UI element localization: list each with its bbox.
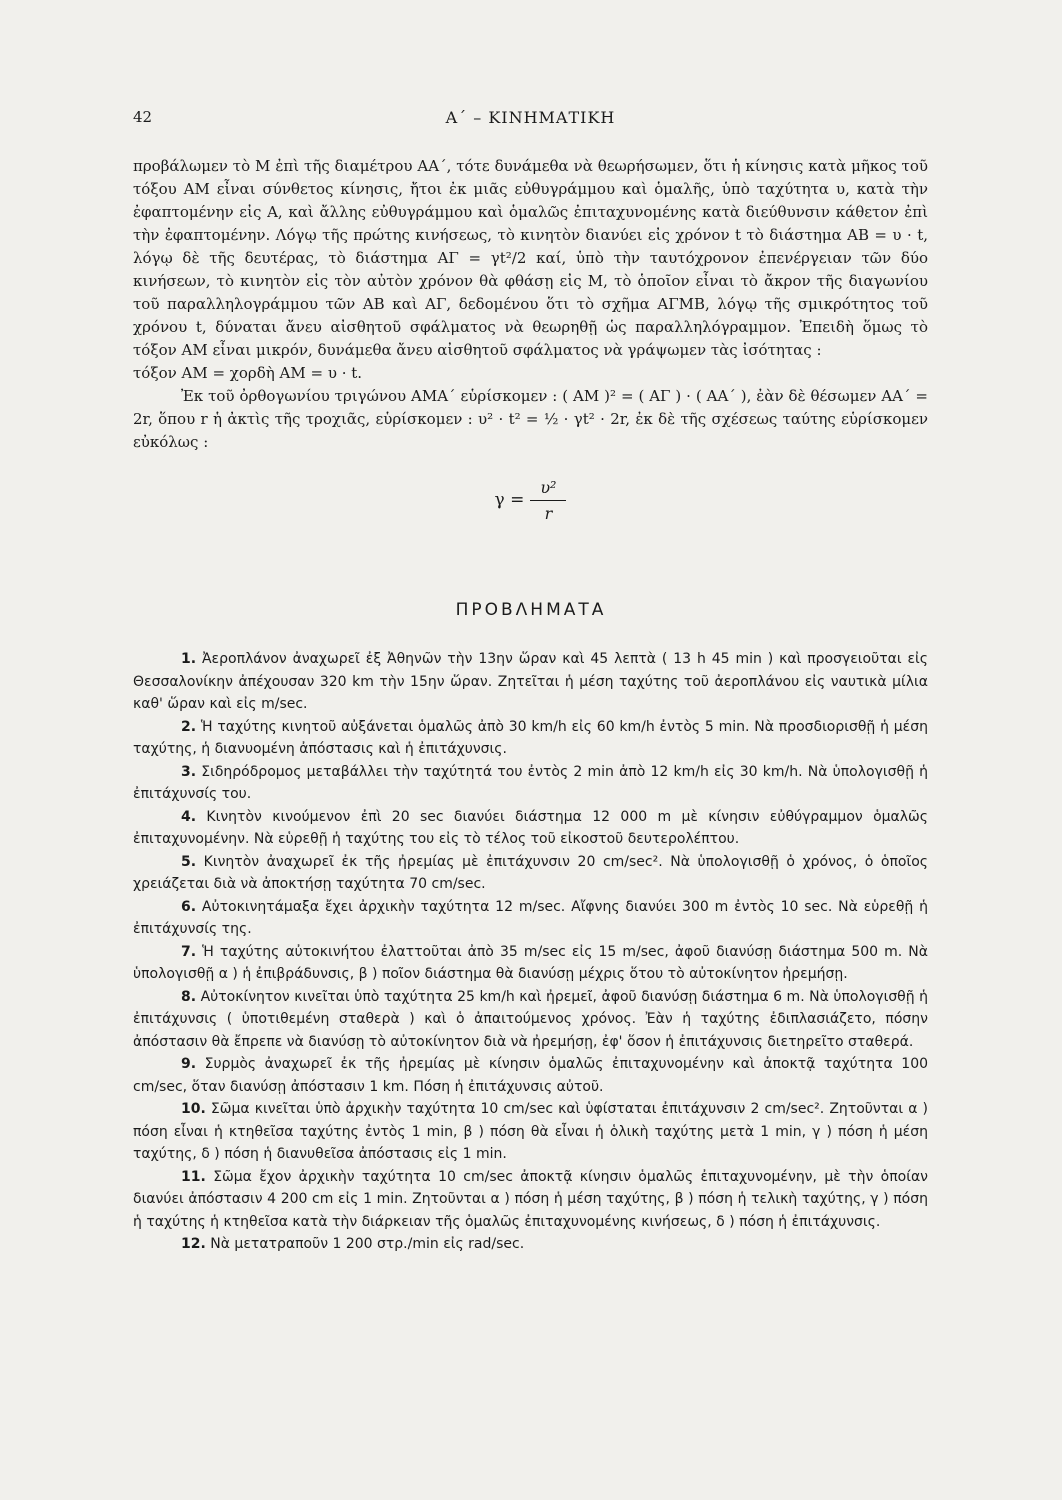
problem-text: Κινητὸν κινούμενον ἐπὶ 20 sec διανύει διάστημα 12 000 m μὲ κίνησιν εὐθύγραμμον ὁμαλῶς ἐπιταχυνομένην. Νὰ εὑρεθῇ ἡ ταχύτης του εἰς τὸ τέλος τοῦ εἰκοστοῦ δευτερολέπτου.	[133, 808, 928, 847]
problem-text: Ἡ ταχύτης κινητοῦ αὐξάνεται ὁμαλῶς ἀπὸ 30 km/h εἰς 60 km/h ἐντὸς 5 min. Νὰ προσδιορισθῇ ἡ μέση ταχύτης, ἡ διανυομένη ἀπόστασις καὶ ἡ ἐπιτάχυνσις.	[133, 718, 928, 757]
problem-number: 10.	[181, 1101, 206, 1117]
problem-number: 4.	[181, 808, 197, 825]
problem-item	[133, 1053, 928, 1098]
problems-list	[133, 648, 928, 1256]
problem-text: Κινητὸν ἀναχωρεῖ ἐκ τῆς ἠρεμίας μὲ ἐπιτάχυνσιν 20 cm/sec². Νὰ ὑπολογισθῇ ὁ χρόνος, ὁ ὁποῖος χρειάζεται διὰ νὰ ἀποκτήσῃ ταχύτητα 70 cm/sec.	[133, 853, 928, 892]
problem-number: 9.	[181, 1056, 197, 1072]
problem-item	[133, 1098, 928, 1166]
problem-number: 12.	[181, 1236, 206, 1252]
page-number: 42	[133, 108, 153, 126]
problem-item	[133, 1166, 928, 1234]
problem-number: 2.	[181, 718, 197, 735]
problem-number: 6.	[181, 898, 197, 915]
centripetal-formula	[133, 454, 928, 545]
problem-item	[133, 806, 928, 851]
running-title: Α΄ – ΚΙΝΗΜΑΤΙΚΗ	[445, 108, 616, 127]
problem-text: Ἀεροπλάνον ἀναχωρεῖ ἐξ Ἀθηνῶν τὴν 13ην ὥραν καὶ 45 λεπτὰ ( 13 h 45 min ) καὶ προσγειοῦται εἰς Θεσσαλονίκην ἀπέχουσαν 320 km τὴν 15ην ὥραν. Ζητεῖται ἡ μέση ταχύτης τοῦ ἀεροπλάνου εἰς ναυτικὰ μίλια καθ' ὥραν καὶ εἰς m/sec.	[133, 651, 929, 712]
formula-denominator: r	[544, 504, 553, 523]
problem-text: Ἡ ταχύτης αὐτοκινήτου ἐλαττοῦται ἀπὸ 35 m/sec εἰς 15 m/sec, ἀφοῦ διανύσῃ διάστημα 500 m. Νὰ ὑπολογισθῇ α ) ἡ ἐπιβράδυνσις, β ) ποῖον διάστημα θὰ διανύσῃ μέχρις ὅτου τὸ αὐτοκίνητον ἠρεμήσῃ.	[133, 943, 928, 982]
problem-item	[133, 941, 928, 986]
paragraph-triangle: Ἐκ τοῦ ὀρθογωνίου τριγώνου ΑΜΑ΄ εὑρίσκομεν : ( ΑΜ )² = ( ΑΓ ) · ( ΑΑ΄ ), ἐὰν δὲ θέσωμεν ΑΑ΄ = 2r, ὅπου r ἡ ἀκτὶς τῆς τροχιᾶς, εὑρίσκομεν : υ² · t² = ½ · γt² · 2r, ἐκ δὲ τῆς σχέσεως ταύτης εὑρίσκομεν εὐκόλως :	[133, 387, 928, 451]
problem-number: 11.	[181, 1168, 206, 1185]
problem-item	[133, 896, 928, 941]
problem-item	[133, 1233, 928, 1256]
problem-item	[133, 716, 928, 761]
problem-item	[133, 648, 928, 716]
problem-number: 3.	[181, 763, 197, 780]
problem-text: Νὰ μετατραποῦν 1 200 στρ./min εἰς rad/sec.	[210, 1236, 525, 1252]
problem-item	[133, 761, 928, 806]
problem-item	[133, 986, 928, 1054]
problem-text: Σῶμα κινεῖται ὑπὸ ἀρχικὴν ταχύτητα 10 cm/sec καὶ ὑφίσταται ἐπιτάχυνσιν 2 cm/sec². Ζητοῦνται α ) πόση εἶναι ἡ κτηθεῖσα ταχύτης ἐντὸς 1 min, β ) πόση θὰ εἶναι ἡ ὁλικὴ ταχύτης μετὰ 1 min, γ ) πόση ἡ μέση ταχύτης, δ ) πόση ἡ διανυθεῖσα ἀπόστασις εἰς 1 min.	[133, 1101, 928, 1162]
formula-numerator: υ²	[530, 476, 566, 501]
problem-text: Σῶμα ἔχον ἀρχικὴν ταχύτητα 10 cm/sec ἀποκτᾷ κίνησιν ὁμαλῶς ἐπιταχυνομένην, μὲ τὴν ὁποίαν διανύει ἀπόστασιν 4 200 cm εἰς 1 min. Ζητοῦνται α ) πόση ἡ μέση ταχύτης, β ) πόση ἡ τελικὴ ταχύτης, γ ) πόση ἡ ταχύτης ἡ κτηθεῖσα κατὰ τὴν διάρκειαν τῆς ὁμαλῶς ἐπιταχυνομένης κινήσεως, δ ) πόση ἡ ἐπιτάχυνσις.	[133, 1168, 928, 1230]
body-text	[133, 155, 928, 545]
problem-text: Αὐτοκινητάμαξα ἔχει ἀρχικὴν ταχύτητα 12 m/sec. Αἴφνης διανύει 300 m ἐντὸς 10 sec. Νὰ εὑρεθῇ ἡ ἐπιτάχυνσίς της.	[133, 898, 928, 937]
problem-item	[133, 851, 928, 896]
problem-text: Σιδηρόδρομος μεταβάλλει τὴν ταχύτητά του ἐντὸς 2 min ἀπὸ 12 km/h εἰς 30 km/h. Νὰ ὑπολογισθῇ ἡ ἐπιτάχυνσίς του.	[133, 763, 929, 802]
problem-number: 5.	[181, 853, 197, 870]
equation-arc-chord: τόξον ΑΜ = χορδὴ ΑΜ = υ · t.	[133, 364, 363, 382]
section-title: ΠΡΟΒΛΗΜΑΤΑ	[455, 600, 607, 620]
problem-text: Αὐτοκίνητον κινεῖται ὑπὸ ταχύτητα 25 km/h καὶ ἠρεμεῖ, ἀφοῦ διανύσῃ διάστημα 6 m. Νὰ ὑπολογισθῇ ἡ ἐπιτάχυνσις ( ὑποτιθεμένη σταθερὰ ) καὶ ὁ ἀπαιτούμενος χρόνος. Ἐὰν ἡ ταχύτης ἐδιπλασιάζετο, πόσην ἀπόστασιν θὰ ἔπρεπε νὰ διανύσῃ τὸ αὐτοκίνητον διὰ νὰ ἠρεμήσῃ, ἐφ' ὅσον ἡ ἐπιτάχυνσις διετηρεῖτο σταθερά.	[133, 988, 928, 1050]
paragraph-derivation: προβάλωμεν τὸ Μ ἐπὶ τῆς διαμέτρου ΑΑ΄, τότε δυνάμεθα νὰ θεωρήσωμεν, ὅτι ἡ κίνησις κατὰ μῆκος τοῦ τόξου ΑΜ εἶναι σύνθετος κίνησις, ἤτοι ἐκ μιᾶς εὐθυγράμμου καὶ ὁμαλῆς, ὑπὸ ταχύτητα υ, κατὰ τὴν ἐφαπτομένην εἰς Α, καὶ ἄλλης εὐθυγράμμου καὶ ὁμαλῶς ἐπιταχυνομένης κατὰ διεύθυνσιν κάθετον ἐπὶ τὴν ἐφαπτομένην. Λόγῳ τῆς πρώτης κινήσεως, τὸ κινητὸν διανύει εἰς χρόνον t τὸ διάστημα ΑΒ = υ · t, λόγῳ δὲ τῆς δευτέρας, τὸ διάστημα ΑΓ = γt²/2 καί, ὑπὸ τὴν ταυτόχρονον ἐπενέργειαν τῶν δύο κινήσεων, τὸ κινητὸν εἰς τὸν αὐτὸν χρόνον θὰ φθάσῃ εἰς Μ, τὸ ὁποῖον εἶναι τὸ ἄκρον τῆς διαγωνίου τοῦ παραλληλογράμμου τῶν ΑΒ καὶ ΑΓ, δεδομένου ὅτι τὸ σχῆμα ΑΓΜΒ, λόγῳ τῆς σμικρότητος τοῦ χρόνου t, δύναται ἄνευ αἰσθητοῦ σφάλματος νὰ θεωρηθῇ ὡς παραλληλόγραμμον. Ἐπειδὴ ὅμως τὸ τόξον ΑΜ εἶναι μικρόν, δυνάμεθα ἄνευ αἰσθητοῦ σφάλματος νὰ γράψωμεν τὰς ἰσότητας :	[133, 157, 928, 359]
problem-number: 7.	[181, 943, 197, 960]
problem-number: 8.	[181, 988, 197, 1005]
formula-lhs: γ =	[494, 490, 525, 510]
page-header	[133, 108, 928, 134]
problem-number: 1.	[181, 651, 197, 667]
problem-text: Συρμὸς ἀναχωρεῖ ἐκ τῆς ἠρεμίας μὲ κίνησιν ὁμαλῶς ἐπιταχυνομένην καὶ ἀποκτᾷ ταχύτητα 100 cm/sec, ὅταν διανύσῃ ἀπόστασιν 1 km. Πόση ἡ ἐπιτάχυνσις αὐτοῦ.	[133, 1056, 929, 1095]
